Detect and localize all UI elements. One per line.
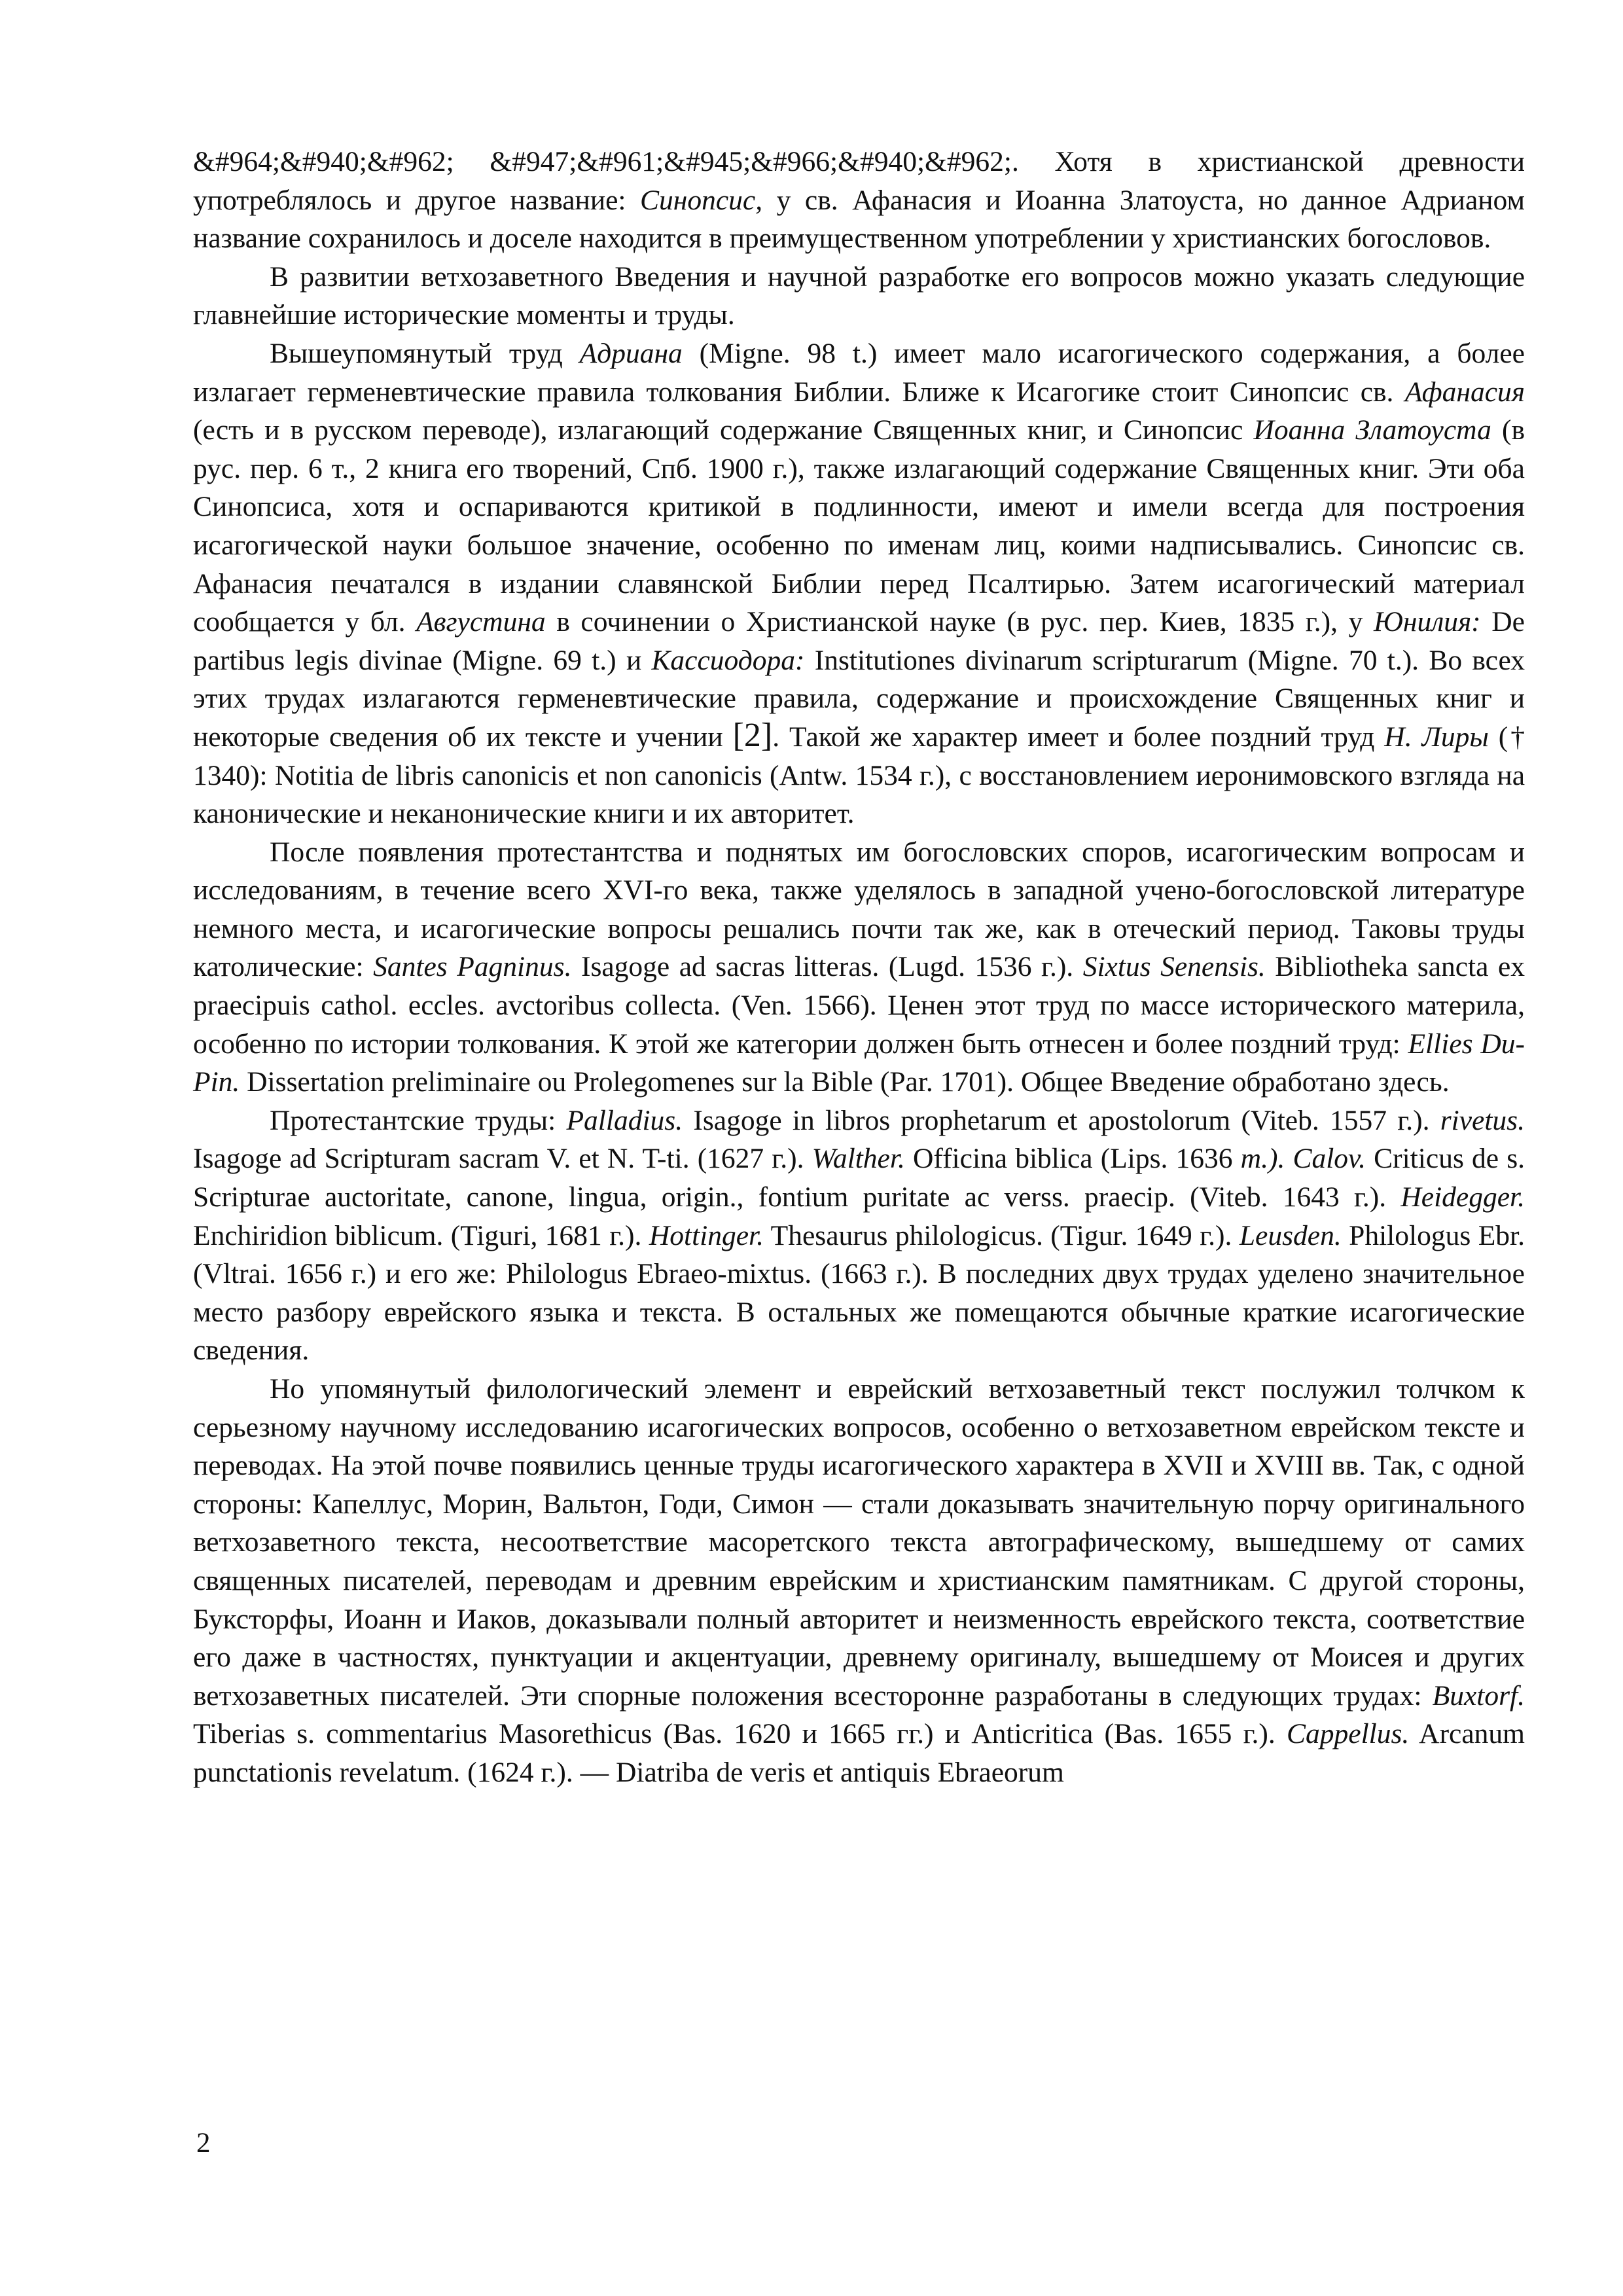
- italic-text: Leusden.: [1239, 1219, 1342, 1251]
- text-run: в сочинении о Христианской науке (в рус. пер. Киев, 1835 г.), у: [545, 606, 1374, 638]
- text-run: Isagoge in libros prophetarum et apostolorum (Viteb. 1557 г.).: [683, 1104, 1440, 1136]
- italic-text: Августина: [416, 606, 546, 638]
- italic-text: Sixtus Senensis.: [1082, 951, 1266, 983]
- italic-text: Buxtorf.: [1432, 1679, 1525, 1712]
- italic-text: Синопсис,: [640, 184, 763, 216]
- text-run: . Такой же характер имеет и более поздний труд: [772, 721, 1385, 753]
- text-run: Enchiridion biblicum. (Tiguri, 1681 г.).: [193, 1219, 649, 1251]
- italic-text: Ellies Du-Pin.: [193, 1028, 1525, 1098]
- text-run: Criticus de s. Scripturae auctoritate, canone, lingua, origin., fontium puritate ac verss. praecip. (Viteb. 1643 г.).: [193, 1143, 1525, 1213]
- italic-text: m.). Calov.: [1240, 1143, 1366, 1175]
- text-run: Dissertation preliminaire ou Prolegomenes sur la Bible (Par. 1701). Общее Введение обработано здесь.: [240, 1066, 1450, 1098]
- italic-text: Адриана: [579, 337, 683, 369]
- text-run: Institutiones divinarum scripturarum (Migne. 70 t.). Во всех этих трудах излагаются герменевтические правила, содержание и происхождение Священных книг и некоторые сведения об их тексте и учении: [193, 644, 1525, 753]
- text-run: Вышеупомянутый труд: [270, 337, 580, 369]
- text-run: Но упомянутый филологический элемент и еврейский ветхозаветный текст послужил толчком к серьезному научному исследованию исагогических вопросов, особенно о ветхозаветном еврейском тексте и переводах. На этой почве появились ценные труды исагогического характера в XVII и XVIII вв. Так, с одной стороны: Капеллус, Морин, Вальтон, Годи, Симон — стали доказывать значительную порчу оригинального ветхозаветного текста, несоответствие масоретского текста автографическому, вышедшему от самих священных писателей, переводам и древним еврейским и христианским памятникам. С другой стороны, Буксторфы, Иоанн и Иаков, доказывали полный авторитет и неизменность еврейского текста, соответствие его даже в частностях, пунктуации и акцентуации, древнему оригиналу, вышедшему от Моисея и других ветхозаветных писателей. Эти спорные положения всесторонне разработаны в следующих трудах:: [193, 1373, 1525, 1712]
- page-number: 2: [196, 2128, 211, 2159]
- text-run: Протестантские труды:: [270, 1104, 567, 1136]
- text-run: Tiberias s. commentarius Masorethicus (Bas. 1620 и 1665 гг.) и Anticritica (Bas. 1655 г.).: [193, 1718, 1287, 1750]
- text-run: Isagoge ad Scripturam sacram V. et N. T-ti. (1627 г.).: [193, 1143, 812, 1175]
- paragraph: [193, 1370, 1525, 1792]
- italic-text: Cappellus.: [1287, 1718, 1410, 1750]
- italic-text: Юнилия:: [1374, 606, 1481, 638]
- italic-text: Кассиодора:: [651, 644, 805, 676]
- italic-text: rivetus.: [1440, 1104, 1525, 1136]
- text-run: (есть и в русском переводе), излагающий содержание Священных книг, и Синопсис: [193, 414, 1254, 446]
- italic-text: Walther.: [812, 1143, 905, 1175]
- italic-text: Heidegger.: [1400, 1181, 1525, 1213]
- text-run: Philologus Ebr. (Vltrai. 1656 г.) и его же: Philologus Ebraeo-mixtus. (1663 г.). В последних двух трудах уделено значительное место разбору еврейского языка и текста. В остальных же помещаются обычные краткие исагогические сведения.: [193, 1219, 1525, 1367]
- text-run: &#964;&#940;&#962; &#947;&#961;&#945;&#966;&#940;&#962;. Хотя в христианской древности употреблялось и другое название:: [193, 146, 1525, 216]
- paragraph: [193, 143, 1525, 258]
- text-run: Isagoge ad sacras litteras. (Lugd. 1536 г.).: [571, 951, 1083, 983]
- text-run: Thesaurus philologicus. (Tigur. 1649 г.).: [764, 1219, 1240, 1251]
- text-run: (Migne. 98 t.) имеет мало исагогического содержания, а более излагает герменевтические правила толкования Библии. Ближе к Исагогике стоит Синопсис св.: [193, 337, 1525, 408]
- paragraph: [193, 833, 1525, 1102]
- italic-text: Hottinger.: [649, 1219, 764, 1251]
- paragraph: [193, 258, 1525, 334]
- text-run: (в рус. пер. 6 т., 2 книга его творений, Спб. 1900 г.), также излагающий содержание Священных книг. Эти оба Синопсиса, хотя и оспариваются критикой в подлинности, имеют и имели всегда для построения исагогической науки большое значение, особенно по именам лиц, коими надписывались. Синопсис св. Афанасия печатался в издании славянской Библии перед Псалтирью. Затем исагогический материал сообщается у бл.: [193, 414, 1525, 638]
- text-run: В развитии ветхозаветного Введения и научной разработке его вопросов можно указать следующие главнейшие исторические моменты и труды.: [193, 260, 1525, 331]
- text-run: После появления протестантства и поднятых им богословских споров, исагогическим вопросам и исследованиям, в течение всего XVI-го века, также уделялось в западной учено-богословской литературе немного места, и исагогические вопросы решались почти так же, как в отеческий период. Таковы труды католические:: [193, 836, 1525, 983]
- italic-text: Santes Pagninus.: [373, 951, 572, 983]
- paragraph: [193, 1102, 1525, 1370]
- text-run: De partibus legis divinae (Migne. 69 t.) и: [193, 606, 1525, 676]
- text-run: Arcanum punctationis revelatum. (1624 г.). — Diatriba de veris et antiquis Ebraeorum: [193, 1718, 1525, 1788]
- body-text: [193, 143, 1525, 1792]
- paragraph: [193, 334, 1525, 833]
- italic-text: Н. Лиры: [1384, 721, 1489, 753]
- text-run: († 1340): Notitia de libris canonicis et non canonicis (Antw. 1534 г.), с восстановлением иеронимовского взгляда на канонические и неканонические книги и их авторитет.: [193, 721, 1525, 830]
- footnote-ref: [2]: [732, 716, 773, 754]
- italic-text: Palladius.: [566, 1104, 683, 1136]
- italic-text: Афанасия: [1404, 376, 1525, 408]
- text-run: Officina biblica (Lips. 1636: [904, 1143, 1241, 1175]
- text-run: у св. Афанасия и Иоанна Златоуста, но данное Адрианом название сохранилось и доселе находится в преимущественном употреблении у христианских богословов.: [193, 184, 1525, 255]
- italic-text: Иоанна Златоуста: [1253, 414, 1491, 446]
- text-run: Bibliotheka sancta ex praecipuis cathol. eccles. avctoribus collecta. (Ven. 1566). Ценен этот труд по массе исторического материла, особенно по истории толкования. К этой же категории должен быть отнесен и более поздний труд:: [193, 951, 1525, 1060]
